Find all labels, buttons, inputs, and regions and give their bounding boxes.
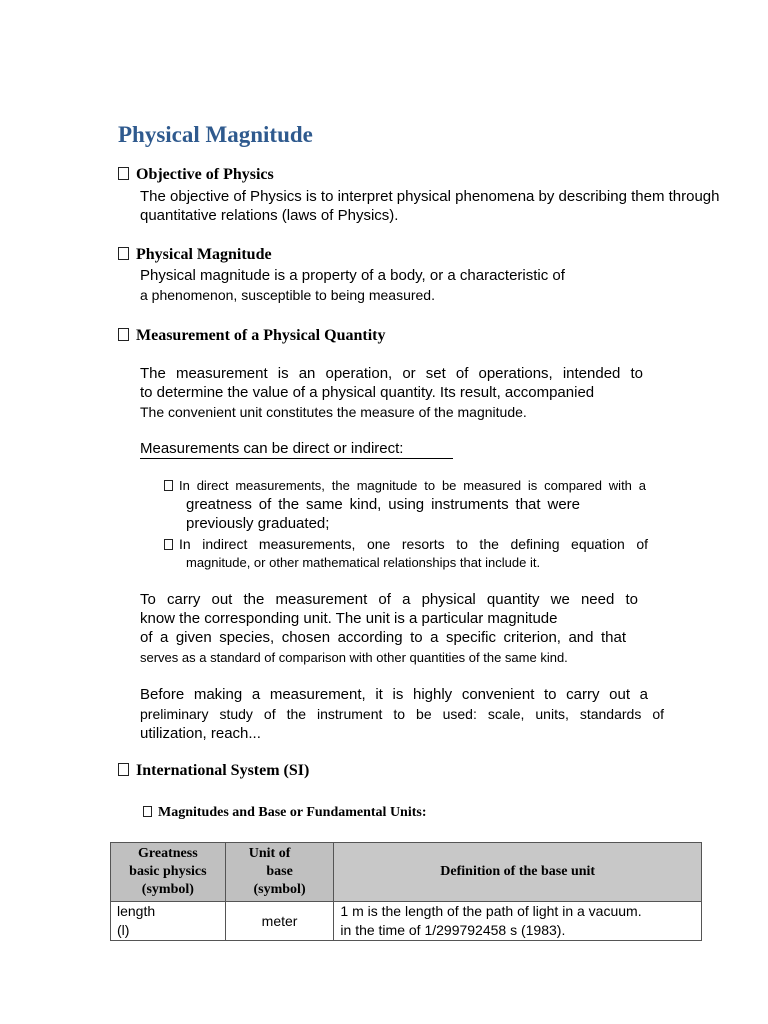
measurement-text-line-1: The measurement is an operation, or set of operations, intended to [140,365,643,382]
si-subheading [143,805,427,821]
measurement-types-label [140,440,453,457]
header-unit-line-3: (symbol) [253,882,306,897]
table-header-row [111,843,702,902]
objective-text-line-2: quantitative relations (laws of Physics). [140,207,399,224]
section-heading-magnitude-label: Physical Magnitude [136,246,272,263]
header-unit-line-2: base [266,864,293,879]
measurement-text-line-2: to determine the value of a physical quantity. Its result, accompanied [140,384,595,401]
checkbox-bullet-icon [164,539,173,550]
bullet-indirect-text-1: In indirect measurements, one resorts to the defining equation of [179,536,648,552]
table-row [111,902,702,941]
checkbox-bullet-icon [118,328,129,341]
measurement-types-label-text: Measurements can be direct or indirect: [140,440,453,459]
section-heading-measurement [118,327,385,345]
para2-line-2: know the corresponding unit. The unit is a particular magnitude [140,610,558,627]
base-units-table [110,842,702,941]
header-definition-line-1: Definition of the base unit [440,864,596,879]
para2-line-4: serves as a standard of comparison with other quantities of the same kind. [140,650,568,665]
bullet-indirect-line-1 [164,536,649,552]
section-heading-objective [118,166,274,184]
header-quantity-line-1: Greatness [138,846,198,861]
checkbox-bullet-icon [118,167,129,180]
section-heading-measurement-label: Measurement of a Physical Quantity [136,327,386,344]
section-heading-si-label: International System (SI) [136,762,310,779]
section-heading-si [118,762,309,780]
checkbox-bullet-icon [143,806,152,817]
bullet-indirect-line-2: magnitude, or other mathematical relationships that include it. [186,555,541,570]
cell-quantity-line-2: (l) [117,922,130,938]
section-heading-objective-label: Objective of Physics [136,166,274,183]
checkbox-bullet-icon [164,480,173,491]
header-quantity-line-2: basic physics [129,864,207,879]
para3-line-2: preliminary study of the instrument to be used: scale, units, standards of [140,706,664,722]
magnitude-text-line-2: a phenomenon, susceptible to being measured. [140,287,435,303]
table-header-quantity [111,843,226,902]
si-subheading-label: Magnitudes and Base or Fundamental Units: [158,805,427,820]
para2-line-3: of a given species, chosen according to a specific criterion, and that [140,629,626,646]
cell-definition-line-1: 1 m is the length of the path of light in a vacuum. [340,903,642,919]
para3-line-3: utilization, reach... [140,725,261,742]
cell-quantity-line-1: length [117,903,156,919]
table-cell-quantity [111,902,226,941]
table-cell-unit: meter [225,902,334,941]
bullet-direct-line-1 [164,478,647,493]
header-quantity-line-3: (symbol) [141,882,194,897]
measurement-text-line-3: The convenient unit constitutes the measure of the magnitude. [140,404,527,420]
page-title: Physical Magnitude [118,122,313,147]
objective-text-line-1: The objective of Physics is to interpret physical phenomena by describing them through [140,188,720,205]
table-header-unit [225,843,334,902]
bullet-direct-line-2: greatness of the same kind, using instruments that were [186,496,580,513]
checkbox-bullet-icon [118,763,129,776]
section-heading-magnitude [118,246,272,264]
cell-definition-line-2: in the time of 1/299792458 s (1983). [340,922,566,938]
table-header-definition [334,843,702,902]
magnitude-text-line-1: Physical magnitude is a property of a body, or a characteristic of [140,267,565,284]
bullet-direct-line-3: previously graduated; [186,515,330,532]
para3-line-1: Before making a measurement, it is highly convenient to carry out a [140,686,648,703]
checkbox-bullet-icon [118,247,129,260]
header-unit-line-1: Unit of [248,846,291,861]
bullet-direct-text-1: In direct measurements, the magnitude to be measured is compared with a [179,478,646,493]
para2-line-1: To carry out the measurement of a physical quantity we need to [140,591,638,608]
table-cell-definition [334,902,702,941]
